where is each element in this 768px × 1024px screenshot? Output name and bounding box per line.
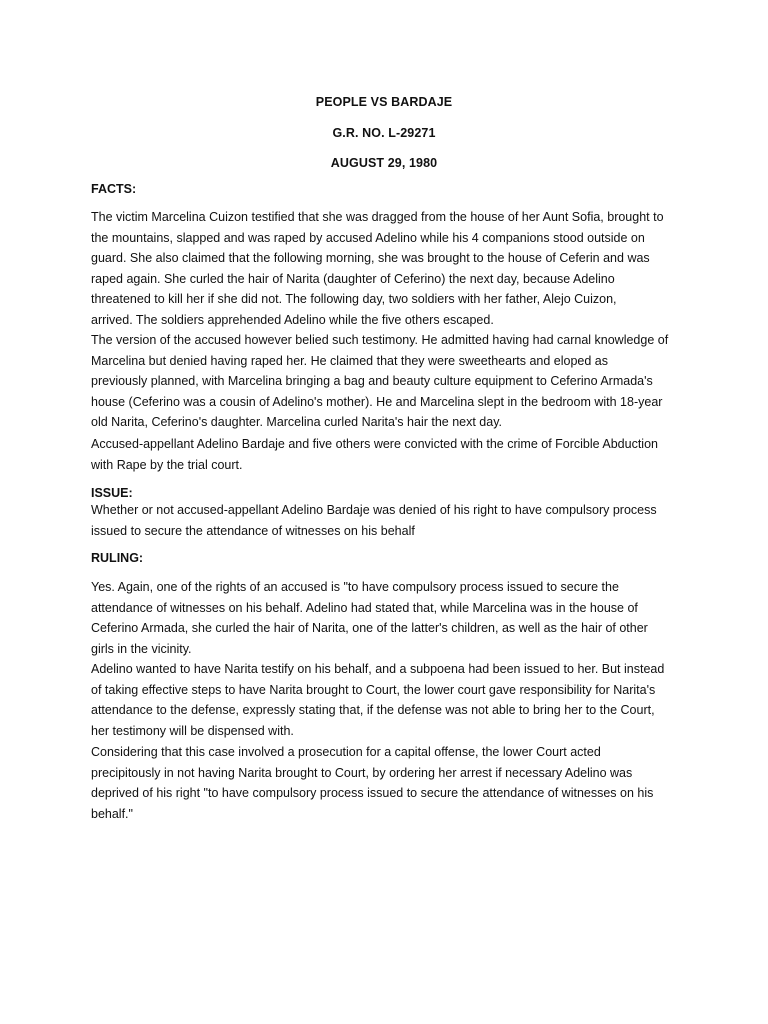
text-line: deprived of his right "to have compulsory process issued to secure the attendance of witnesses on his — [91, 786, 654, 801]
text-line: behalf." — [91, 806, 133, 821]
text-line: raped again. She curled the hair of Narita (daughter of Ceferino) the next day, because Adelino — [91, 271, 615, 286]
facts-paragraph-1 — [91, 207, 691, 331]
text-line: attendance of witnesses on his behalf. Adelino had stated that, while Marcelina was in the house of — [91, 600, 638, 615]
text-line: house (Ceferino was a cousin of Adelino's mother). He and Marcelina slept in the bedroom with 18-year — [91, 394, 663, 409]
text-line: The version of the accused however belied such testimony. He admitted having had carnal knowledge of — [91, 333, 669, 347]
text-line: Ceferino Armada, she curled the hair of Narita, one of the latter's children, as well as the hair of other — [91, 621, 648, 636]
text-line: her testimony will be dispensed with. — [91, 723, 294, 738]
ruling-paragraph-3 — [91, 742, 691, 824]
text-line: Marcelina but denied having raped her. He claimed that they were sweethearts and eloped as — [91, 353, 608, 368]
ruling-paragraph-2 — [91, 659, 691, 741]
text-line: old Narita, Ceferino's daughter. Marcelina curled Narita's hair the next day. — [91, 415, 502, 430]
case-title: PEOPLE VS BARDAJE — [315, 95, 453, 109]
text-line: guard. She also claimed that the following morning, she was brought to the house of Ceferin and was — [91, 251, 650, 266]
text-line: of taking effective steps to have Narita brought to Court, the lower court gave responsibility for Narita's — [91, 682, 656, 697]
text-line: arrived. The soldiers apprehended Adelino while the five others escaped. — [91, 312, 494, 327]
ruling-heading: RULING: — [91, 551, 144, 565]
ruling-paragraph-1 — [91, 577, 691, 659]
text-line: threatened to kill her if she did not. The following day, two soldiers with her father, Alejo Cuizon, — [91, 292, 617, 307]
text-line: with Rape by the trial court. — [91, 457, 243, 472]
text-line: attendance to the defense, expressly stating that, if the defense was not able to bring her to the Court, — [91, 703, 655, 718]
text-line: previously planned, with Marcelina bringing a bag and beauty culture equipment to Ceferino Armada's — [91, 374, 653, 389]
text-line: girls in the vicinity. — [91, 641, 192, 656]
facts-heading: FACTS: — [91, 182, 137, 196]
text-line: The victim Marcelina Cuizon testified that she was dragged from the house of her Aunt Sofia, brought to — [91, 210, 664, 224]
text-line: Adelino wanted to have Narita testify on his behalf, and a subpoena had been issued to her. But instead — [91, 662, 665, 676]
text-line: Whether or not accused-appellant Adelino Bardaje was denied of his right to have compulsory process — [91, 503, 657, 517]
issue-heading: ISSUE: — [91, 486, 133, 500]
text-line: precipitously in not having Narita brought to Court, by ordering her arrest if necessary Adelino was — [91, 765, 633, 780]
issue-text — [91, 500, 691, 541]
text-line: Accused-appellant Adelino Bardaje and five others were convicted with the crime of Forcible Abduction — [91, 437, 658, 451]
text-line: the mountains, slapped and was raped by accused Adelino while his 4 companions stood outside on — [91, 230, 645, 245]
facts-paragraph-2 — [91, 330, 691, 433]
text-line: Yes. Again, one of the rights of an accused is "to have compulsory process issued to secure the — [91, 580, 619, 594]
text-line: Considering that this case involved a prosecution for a capital offense, the lower Court acted — [91, 745, 601, 759]
case-number: G.R. NO. L-29271 — [332, 126, 436, 140]
text-line: issued to secure the attendance of witnesses on his behalf — [91, 523, 415, 538]
decision-date: AUGUST 29, 1980 — [330, 156, 438, 170]
facts-paragraph-3 — [91, 434, 691, 475]
